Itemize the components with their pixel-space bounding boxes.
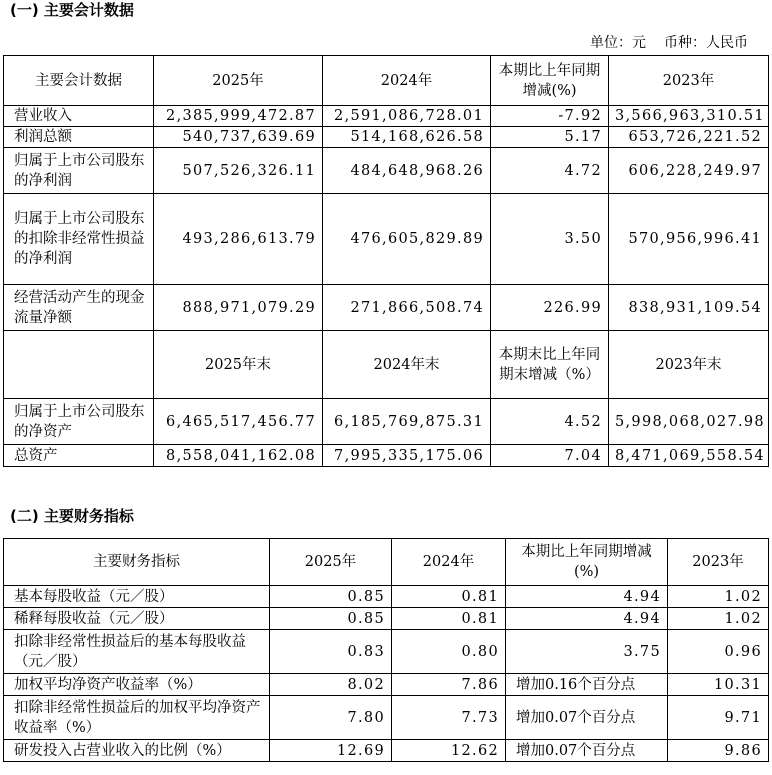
header-cell: 主要财务指标 [4, 539, 270, 586]
accounting-data-table [3, 55, 769, 467]
table-row [4, 630, 769, 674]
header-cell: 本期比上年同期增减(%) [491, 56, 609, 106]
table-row [4, 674, 769, 696]
section-title-financial-indicators: (二) 主要财务指标 [10, 507, 134, 525]
table-header-row [4, 56, 769, 106]
value-2023: 3,566,963,310.51 [609, 106, 769, 127]
value-2023: 8,471,069,558.54 [609, 445, 769, 467]
value-2025: 6,465,517,456.77 [154, 399, 323, 445]
row-label: 基本每股收益（元／股） [4, 586, 270, 608]
table-row [4, 445, 769, 467]
value-2024: 6,185,769,875.31 [323, 399, 491, 445]
value-change: 5.17 [491, 127, 609, 148]
header-cell: 2024年 [392, 539, 506, 586]
row-label: 归属于上市公司股东的净利润 [4, 148, 154, 194]
value-2023: 1.02 [668, 586, 769, 608]
value-2025: 0.85 [270, 586, 392, 608]
value-2023: 653,726,221.52 [609, 127, 769, 148]
value-2024: 12.62 [392, 740, 506, 762]
header-cell: 2023年 [668, 539, 769, 586]
value-change: 4.52 [491, 399, 609, 445]
row-label: 经营活动产生的现金流量净额 [4, 285, 154, 331]
value-2025: 7.80 [270, 696, 392, 740]
value-2025: 0.83 [270, 630, 392, 674]
value-2025: 12.69 [270, 740, 392, 762]
header-cell: 2023年末 [609, 331, 769, 399]
row-label: 归属于上市公司股东的扣除非经常性损益的净利润 [4, 194, 154, 285]
table-row [4, 127, 769, 148]
value-change: 增加0.16个百分点 [506, 674, 668, 696]
table-row [4, 696, 769, 740]
header-cell: 2025年 [154, 56, 323, 106]
financial-indicators-table [3, 538, 769, 762]
value-change: 增加0.07个百分点 [506, 740, 668, 762]
row-label: 加权平均净资产收益率（%） [4, 674, 270, 696]
value-change: 4.94 [506, 608, 668, 630]
table-row [4, 740, 769, 762]
value-2023: 838,931,109.54 [609, 285, 769, 331]
header-cell: 2023年 [609, 56, 769, 106]
header-cell [4, 331, 154, 399]
value-change: 226.99 [491, 285, 609, 331]
value-2023: 0.96 [668, 630, 769, 674]
value-2024: 0.81 [392, 586, 506, 608]
row-label: 扣除非经常性损益后的基本每股收益（元／股） [4, 630, 270, 674]
value-change: 增加0.07个百分点 [506, 696, 668, 740]
value-2024: 476,605,829.89 [323, 194, 491, 285]
value-2024: 514,168,626.58 [323, 127, 491, 148]
value-2024: 484,648,968.26 [323, 148, 491, 194]
value-2025: 2,385,999,472.87 [154, 106, 323, 127]
value-2025: 540,737,639.69 [154, 127, 323, 148]
value-2024: 271,866,508.74 [323, 285, 491, 331]
table-row [4, 106, 769, 127]
table-row [4, 194, 769, 285]
header-cell: 2025年末 [154, 331, 323, 399]
table-header-row [4, 539, 769, 586]
table-row [4, 148, 769, 194]
table-row [4, 399, 769, 445]
value-2023: 606,228,249.97 [609, 148, 769, 194]
value-2024: 0.81 [392, 608, 506, 630]
value-2025: 493,286,613.79 [154, 194, 323, 285]
value-2023: 570,956,996.41 [609, 194, 769, 285]
value-2025: 8.02 [270, 674, 392, 696]
unit-currency-line [590, 33, 748, 53]
value-2024: 7.86 [392, 674, 506, 696]
value-2024: 7.73 [392, 696, 506, 740]
value-2025: 0.85 [270, 608, 392, 630]
value-2023: 9.71 [668, 696, 769, 740]
row-label: 扣除非经常性损益后的加权平均净资产收益率（%） [4, 696, 270, 740]
header-cell: 2024年 [323, 56, 491, 106]
value-change: 4.72 [491, 148, 609, 194]
value-2023: 10.31 [668, 674, 769, 696]
section-title-accounting-data: (一) 主要会计数据 [10, 1, 134, 19]
table-row [4, 285, 769, 331]
value-2024: 2,591,086,728.01 [323, 106, 491, 127]
header-cell: 2025年 [270, 539, 392, 586]
value-2024: 0.80 [392, 630, 506, 674]
header-cell: 主要会计数据 [4, 56, 154, 106]
header-cell: 本期比上年同期增减(%) [506, 539, 668, 586]
value-change: 4.94 [506, 586, 668, 608]
value-change: -7.92 [491, 106, 609, 127]
value-change: 7.04 [491, 445, 609, 467]
table-subheader-row [4, 331, 769, 399]
value-2023: 5,998,068,027.98 [609, 399, 769, 445]
row-label: 利润总额 [4, 127, 154, 148]
table-row [4, 608, 769, 630]
row-label: 归属于上市公司股东的净资产 [4, 399, 154, 445]
row-label: 营业收入 [4, 106, 154, 127]
header-cell: 2024年末 [323, 331, 491, 399]
row-label: 稀释每股收益（元／股） [4, 608, 270, 630]
value-2023: 1.02 [668, 608, 769, 630]
value-2025: 8,558,041,162.08 [154, 445, 323, 467]
unit-label: 单位：元 [590, 35, 646, 51]
value-2024: 7,995,335,175.06 [323, 445, 491, 467]
value-2025: 888,971,079.29 [154, 285, 323, 331]
row-label: 总资产 [4, 445, 154, 467]
row-label: 研发投入占营业收入的比例（%） [4, 740, 270, 762]
value-2025: 507,526,326.11 [154, 148, 323, 194]
currency-label: 币种：人民币 [664, 35, 748, 51]
value-change: 3.50 [491, 194, 609, 285]
value-change: 3.75 [506, 630, 668, 674]
table-row [4, 586, 769, 608]
value-2023: 9.86 [668, 740, 769, 762]
header-cell: 本期末比上年同期末增减（%） [491, 331, 609, 399]
